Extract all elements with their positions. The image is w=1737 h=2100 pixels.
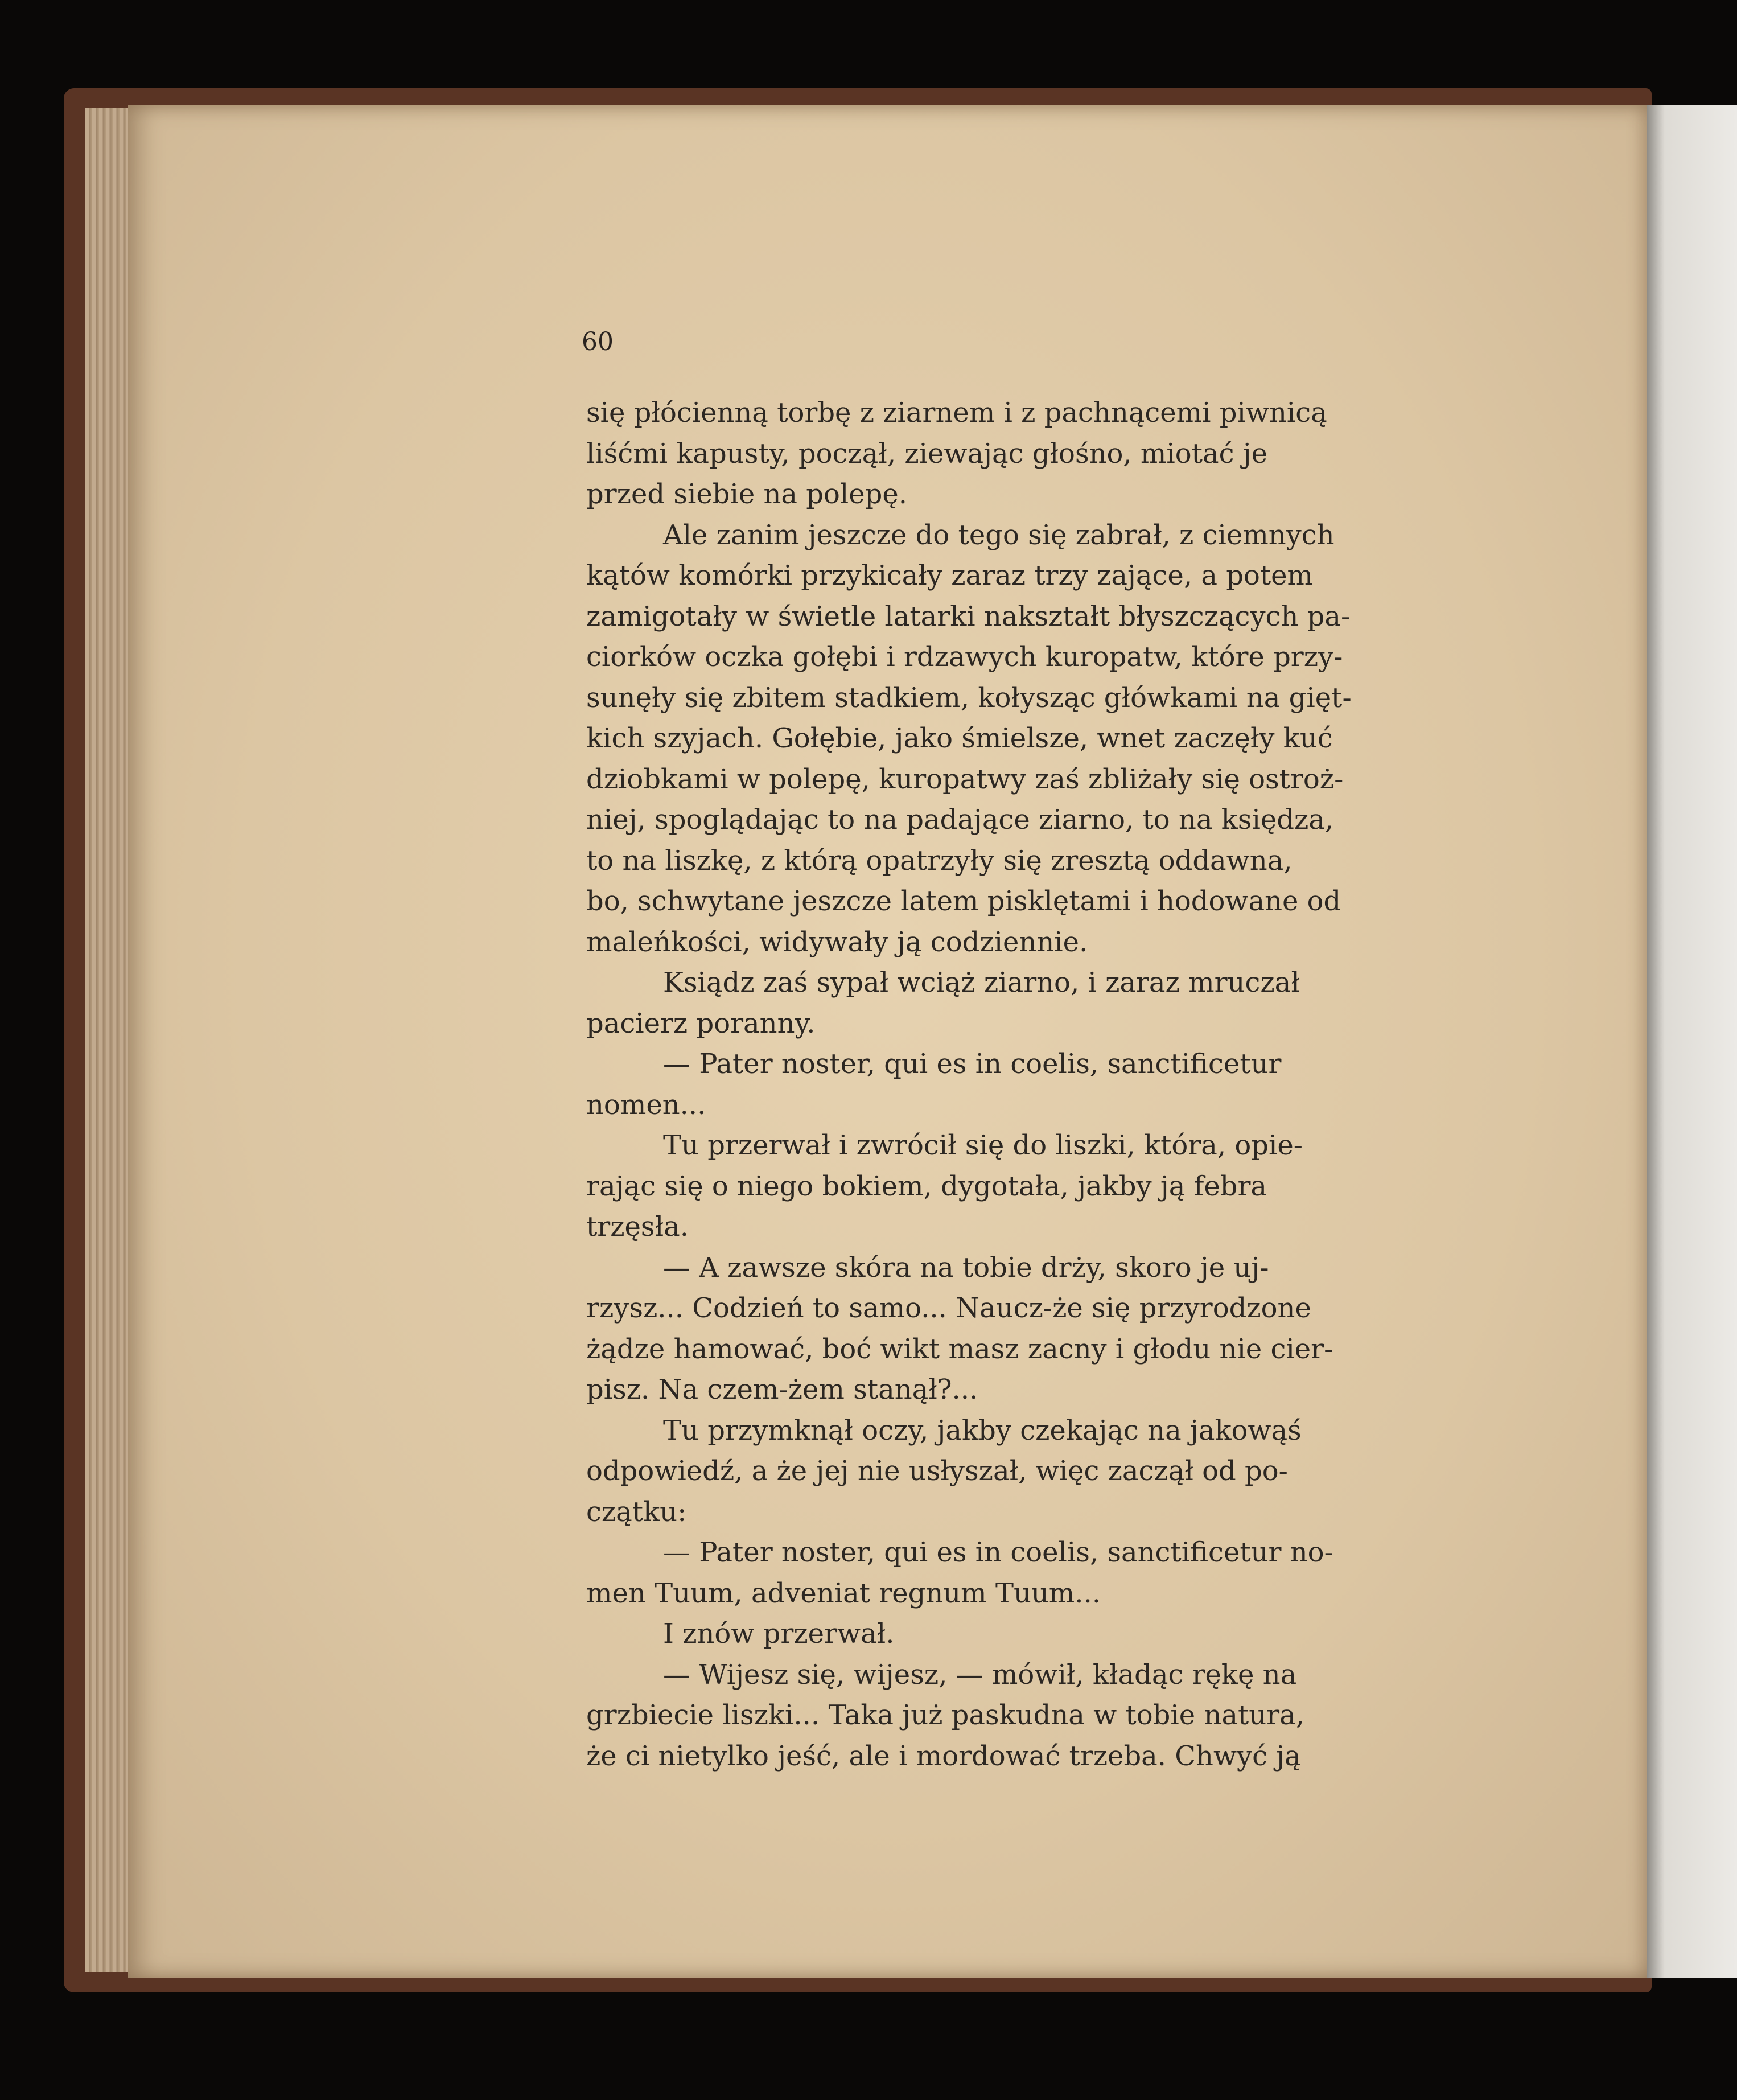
- text-line: men Tuum, adveniat regnum Tuum...: [586, 1577, 1101, 1609]
- text-line: — Pater noster, qui es in coelis, sanctificetur: [663, 1048, 1282, 1080]
- text-line: się płócienną torbę z ziarnem i z pachnącemi piwnicą: [586, 397, 1327, 429]
- text-line: nomen...: [586, 1088, 706, 1121]
- text-line: sunęły się zbitem stadkiem, kołysząc główkami na gięt-: [586, 681, 1352, 714]
- text-line: liśćmi kapusty, począł, ziewając głośno, miotać je: [586, 437, 1267, 470]
- text-line: przed siebie na polepę.: [586, 478, 908, 510]
- text-line: niej, spoglądając to na padające ziarno, to na księdza,: [586, 804, 1334, 836]
- text-line: Tu przymknął oczy, jakby czekając na jakowąś: [663, 1414, 1302, 1446]
- text-line: zamigotały w świetle latarki nakształt błyszczących pa-: [586, 600, 1351, 632]
- text-line: czątku:: [586, 1495, 687, 1528]
- text-line: żądze hamować, boć wikt masz zacny i głodu nie cier-: [586, 1333, 1333, 1365]
- text-line: pisz. Na czem-żem stanął?...: [586, 1374, 978, 1406]
- text-line: — Pater noster, qui es in coelis, sanctificetur no-: [663, 1536, 1333, 1568]
- text-body: [586, 393, 1406, 1777]
- text-line: dziobkami w polepę, kuropatwy zaś zbliżały się ostroż-: [586, 763, 1344, 795]
- text-line: — Wijesz się, wijesz, — mówił, kładąc rękę na: [663, 1658, 1297, 1691]
- facing-page: [1647, 105, 1737, 1978]
- text-line: I znów przerwał.: [663, 1618, 895, 1650]
- text-line: — A zawsze skóra na tobie drży, skoro je uj-: [663, 1251, 1269, 1284]
- text-line: rając się o niego bokiem, dygotała, jakby ją febra: [586, 1170, 1267, 1202]
- text-line: maleńkości, widywały ją codziennie.: [586, 926, 1088, 958]
- text-line: że ci nietylko jeść, ale i mordować trzeba. Chwyć ją: [586, 1740, 1301, 1772]
- text-line: kątów komórki przykicały zaraz trzy zające, a potem: [586, 560, 1314, 591]
- text-line: to na liszkę, z którą opatrzyły się zresztą oddawna,: [586, 844, 1293, 877]
- text-line: grzbiecie liszki... Taka już paskudna w tobie natura,: [586, 1699, 1304, 1731]
- text-line: trzęsła.: [586, 1211, 689, 1243]
- text-line: pacierz poranny.: [586, 1007, 816, 1039]
- text-line: ciorków oczka gołębi i rdzawych kuropatw, które przy-: [586, 641, 1343, 673]
- text-line: odpowiedź, a że jej nie usłyszał, więc zaczął od po-: [586, 1455, 1288, 1487]
- text-line: bo, schwytane jeszcze latem pisklętami i hodowane od: [586, 885, 1341, 917]
- text-line: Ale zanim jeszcze do tego się zabrał, z ciemnych: [663, 519, 1335, 551]
- text-line: Tu przerwał i zwrócił się do liszki, która, opie-: [663, 1129, 1303, 1161]
- text-line: Ksiądz zaś sypał wciąż ziarno, i zaraz mruczał: [663, 967, 1300, 998]
- text-line: kich szyjach. Gołębie, jako śmielsze, wnet zaczęły kuć: [586, 722, 1333, 754]
- page-number: 60: [582, 327, 614, 356]
- text-line: rzysz... Codzień to samo... Naucz-że się przyrodzone: [586, 1292, 1311, 1324]
